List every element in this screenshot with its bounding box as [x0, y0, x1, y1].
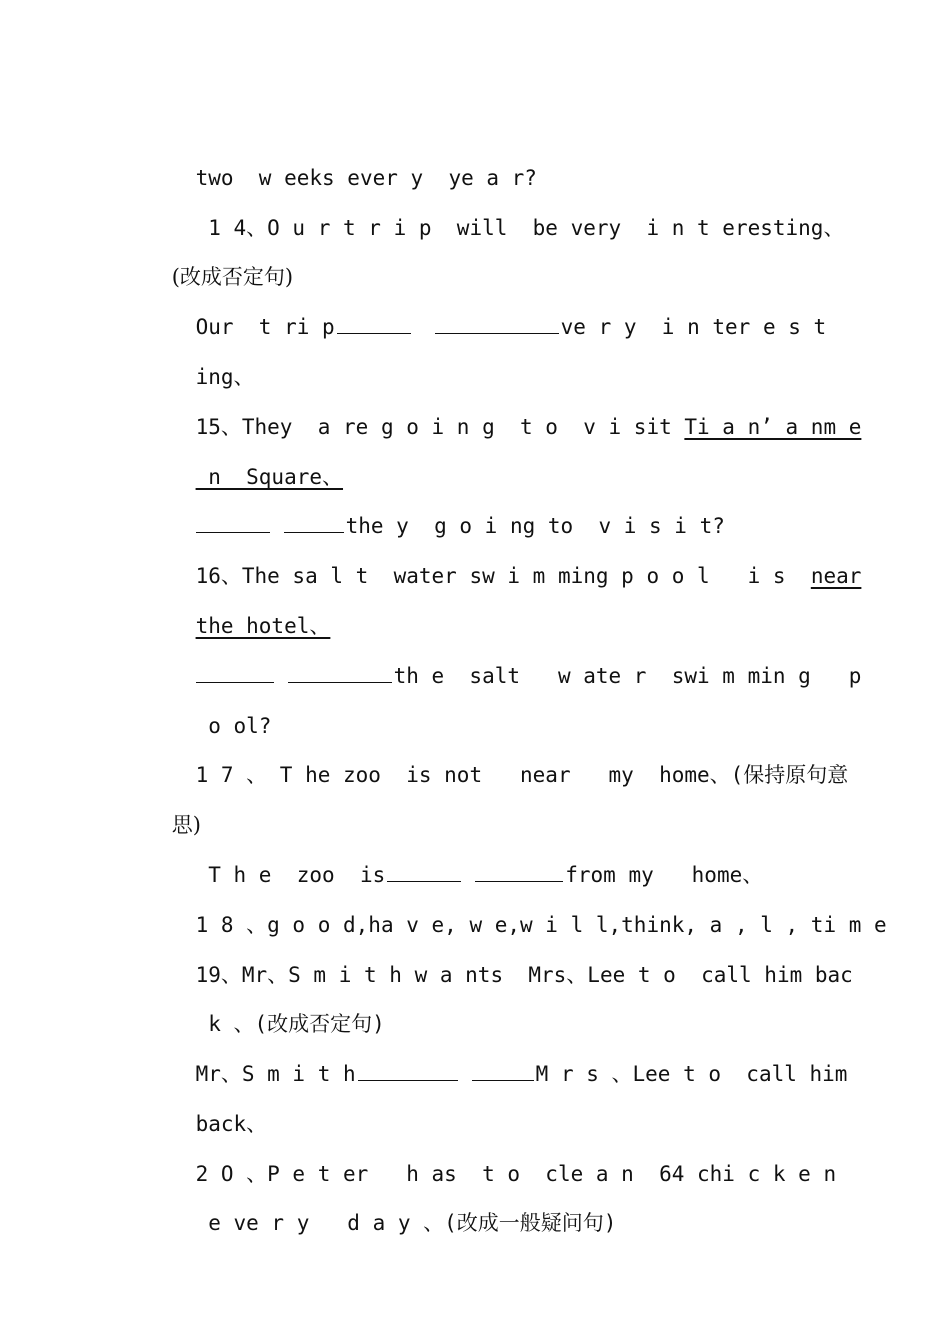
answer-blank[interactable] [196, 512, 270, 533]
text: (改成否定句) [171, 265, 294, 289]
text: o ol? [195, 714, 272, 738]
text: 1 8 、g o o d,ha v e, w e,w i l l,think, a , l , ti m e [195, 913, 887, 937]
text: e ve r y d a y 、(改成一般疑问句) [195, 1211, 617, 1235]
text: the y g o i ng to v i s i t? [345, 514, 725, 538]
underlined-text: the hotel、 [195, 614, 331, 638]
text: 1 7 、 T he zoo is not near my home、(保持原句意 [195, 763, 849, 787]
text: 15、They a re g o i n g t o v i sit [195, 415, 685, 439]
answer-blank[interactable] [288, 662, 392, 683]
text: Mr、S m i t h [195, 1062, 356, 1086]
instruction [145, 1181, 807, 1265]
text: ve r y i n ter e s t [560, 315, 827, 339]
text: 2 O 、P e t er h as t o cle a n 64 chi c k e n [195, 1162, 837, 1186]
text: Our t ri p [195, 315, 335, 339]
text: back、 [195, 1112, 268, 1136]
text: ing、 [195, 365, 255, 389]
underlined-text: near [810, 564, 862, 588]
answer-blank[interactable] [475, 861, 563, 882]
underlined-text: Ti a n’ a nm e [684, 415, 862, 439]
answer-blank[interactable] [284, 512, 344, 533]
text: from my home、 [565, 863, 764, 887]
answer-blank[interactable] [472, 1060, 534, 1081]
answer-blank[interactable] [337, 313, 411, 334]
text: 16、The sa l t water sw i m ming p o o l i s [195, 564, 811, 588]
answer-blank[interactable] [196, 662, 274, 683]
text: 19、Mr、S m i t h w a nts Mrs、Lee t o call him bac [195, 963, 853, 987]
underlined-text: n Square、 [195, 465, 344, 489]
text: 思) [171, 813, 201, 837]
text: th e salt w ate r swi m min g p [393, 664, 862, 688]
text: M r s 、Lee t o call him [535, 1062, 848, 1086]
text: 1 4、O u r t r i p will be very i n t eresting、 [195, 216, 845, 240]
answer-blank[interactable] [435, 313, 559, 334]
text: k 、(改成否定句) [195, 1012, 385, 1036]
answer-blank[interactable] [387, 861, 461, 882]
text: T h e zoo is [195, 863, 386, 887]
text: two w eeks ever y ye a r? [195, 166, 537, 190]
answer-blank[interactable] [358, 1060, 458, 1081]
